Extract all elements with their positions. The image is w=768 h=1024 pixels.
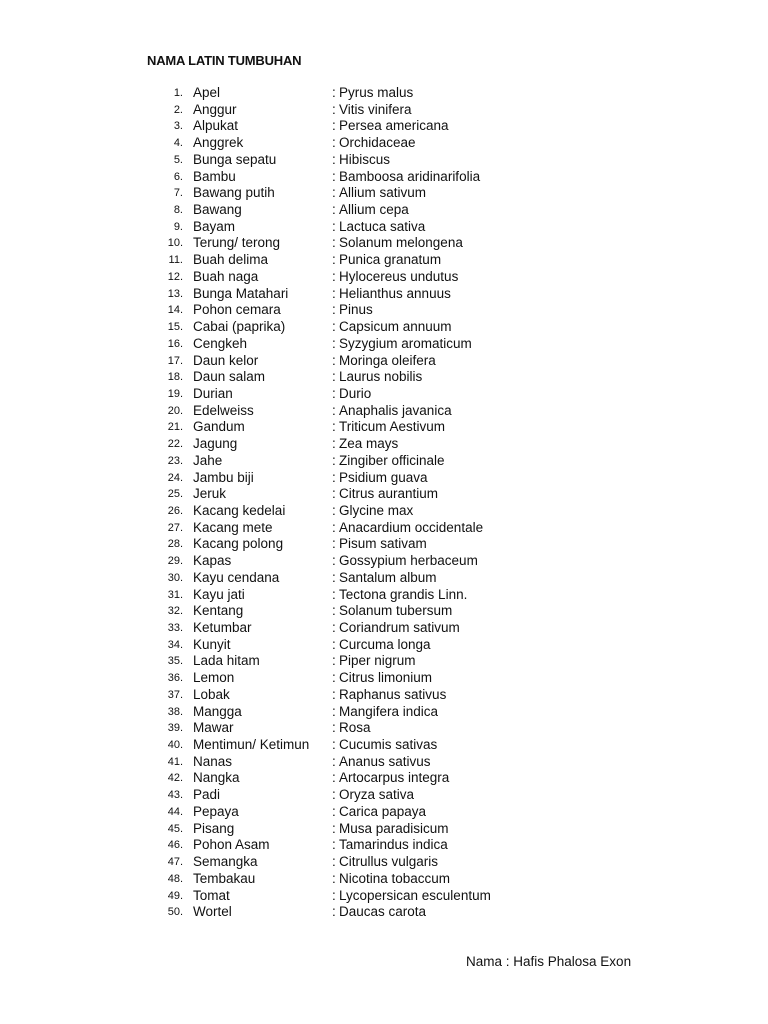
separator: : — [332, 586, 336, 602]
separator: : — [332, 854, 336, 870]
latin-name: Raphanus sativus — [339, 686, 447, 702]
item-number: 46. — [167, 839, 183, 852]
common-name: Bawang putih — [193, 185, 275, 201]
list-item — [150, 219, 570, 236]
list-item — [150, 169, 570, 186]
list-item — [150, 837, 570, 854]
item-number: 30. — [167, 571, 183, 584]
latin-name: Citrus aurantium — [339, 486, 439, 502]
separator: : — [332, 703, 336, 719]
latin-name: Zea mays — [339, 436, 399, 452]
latin-name: Citrullus vulgaris — [339, 854, 439, 870]
common-name: Tomat — [193, 887, 230, 903]
latin-name: Santalum album — [339, 569, 437, 585]
latin-name: Persea americana — [339, 118, 449, 134]
latin-name: Rosa — [339, 720, 371, 736]
latin-name: Anacardium occidentale — [339, 519, 484, 535]
latin-name: Helianthus annuus — [339, 285, 451, 301]
latin-name: Glycine max — [339, 502, 414, 518]
separator: : — [332, 603, 336, 619]
list-item — [150, 269, 570, 286]
list-item — [150, 152, 570, 169]
item-number: 26. — [167, 504, 183, 517]
latin-name: Allium cepa — [339, 202, 409, 218]
list-item — [150, 118, 570, 135]
list-item — [150, 720, 570, 737]
separator: : — [332, 502, 336, 518]
item-number: 17. — [167, 354, 183, 367]
common-name: Padi — [193, 787, 221, 803]
separator: : — [332, 218, 336, 234]
common-name: Anggur — [193, 101, 237, 117]
item-number: 32. — [167, 605, 183, 618]
item-number: 42. — [167, 772, 183, 785]
list-item — [150, 704, 570, 721]
common-name: Semangka — [193, 854, 258, 870]
list-item — [150, 302, 570, 319]
item-number: 33. — [167, 622, 183, 634]
list-item — [150, 553, 570, 570]
item-number: 21. — [167, 421, 183, 434]
item-number: 19. — [167, 387, 183, 400]
common-name: Mangga — [193, 703, 242, 719]
latin-name: Moringa oleifera — [339, 352, 436, 368]
separator: : — [332, 870, 336, 886]
item-number: 20. — [167, 404, 183, 417]
list-item — [150, 185, 570, 202]
separator: : — [332, 653, 336, 669]
common-name: Jeruk — [193, 486, 227, 502]
item-number: 50. — [167, 906, 183, 919]
latin-name: Lactuca sativa — [339, 218, 426, 234]
separator: : — [332, 85, 336, 100]
item-number: 39. — [167, 722, 183, 735]
separator: : — [332, 452, 336, 468]
separator: : — [332, 486, 336, 502]
item-number: 47. — [167, 856, 183, 869]
item-number: 48. — [167, 872, 183, 885]
common-name: Kacang polong — [193, 536, 284, 552]
common-name: Bayam — [193, 218, 236, 234]
common-name: Buah delima — [193, 252, 269, 268]
list-item — [150, 436, 570, 453]
item-number: 27. — [167, 521, 183, 534]
common-name: Nanas — [193, 753, 233, 769]
latin-name: Laurus nobilis — [339, 369, 423, 385]
separator: : — [332, 787, 336, 803]
latin-name: Nicotina tobaccum — [339, 870, 451, 886]
common-name: Nangka — [193, 770, 240, 786]
list-item — [150, 403, 570, 420]
separator: : — [332, 185, 336, 201]
list-item — [150, 653, 570, 670]
item-number: 7. — [173, 187, 183, 200]
separator: : — [332, 620, 336, 635]
common-name: Pohon cemara — [193, 302, 281, 318]
latin-name: Punica granatum — [339, 252, 442, 268]
separator: : — [332, 686, 336, 702]
item-number: 25. — [167, 488, 183, 501]
document-title: NAMA LATIN TUMBUHAN — [147, 53, 302, 68]
list-item — [150, 202, 570, 219]
list-item — [150, 637, 570, 654]
latin-name: Vitis vinifera — [339, 101, 412, 117]
item-number: 49. — [167, 889, 183, 902]
list-item — [150, 871, 570, 888]
separator: : — [332, 553, 336, 569]
item-number: 2. — [173, 103, 183, 116]
item-number: 28. — [167, 538, 183, 551]
item-number: 40. — [167, 739, 183, 752]
list-item — [150, 770, 570, 787]
common-name: Daun kelor — [193, 352, 259, 368]
list-item — [150, 470, 570, 487]
common-name: Edelweiss — [193, 402, 254, 418]
common-name: Lemon — [193, 670, 235, 686]
common-name: Bambu — [193, 168, 236, 184]
item-number: 5. — [173, 153, 183, 166]
list-item — [150, 386, 570, 403]
common-name: Bunga Matahari — [193, 285, 289, 301]
common-name: Durian — [193, 385, 233, 401]
item-number: 43. — [167, 789, 183, 802]
list-item — [150, 235, 570, 252]
latin-name: Coriandrum sativum — [339, 620, 460, 635]
item-number: 41. — [167, 755, 183, 768]
latin-name: Oryza sativa — [339, 787, 415, 803]
item-number: 16. — [167, 337, 183, 350]
list-item — [150, 369, 570, 386]
common-name: Tembakau — [193, 870, 256, 886]
common-name: Ketumbar — [193, 620, 252, 635]
list-item — [150, 503, 570, 520]
item-number: 45. — [167, 822, 183, 835]
common-name: Mentimun/ Ketimun — [193, 737, 310, 753]
separator: : — [332, 252, 336, 268]
separator: : — [332, 202, 336, 218]
latin-name: Orchidaceae — [339, 135, 416, 151]
separator: : — [332, 419, 336, 435]
latin-name: Carica papaya — [339, 803, 427, 819]
list-item — [150, 286, 570, 303]
latin-name: Solanum melongena — [339, 235, 463, 251]
latin-name: Zingiber officinale — [339, 452, 445, 468]
latin-name: Musa paradisicum — [339, 820, 449, 836]
separator: : — [332, 436, 336, 452]
common-name: Lobak — [193, 686, 230, 702]
list-item — [150, 737, 570, 754]
list-item — [150, 587, 570, 604]
common-name: Kentang — [193, 603, 244, 619]
common-name: Kayu jati — [193, 586, 245, 602]
item-number: 14. — [167, 304, 183, 317]
item-number: 22. — [167, 438, 183, 451]
common-name: Pohon Asam — [193, 837, 270, 853]
item-number: 38. — [167, 705, 183, 718]
separator: : — [332, 737, 336, 753]
item-number: 11. — [168, 254, 183, 267]
item-number: 10. — [167, 237, 183, 250]
latin-name: Cucumis sativas — [339, 737, 438, 753]
item-number: 24. — [167, 471, 183, 484]
item-number: 29. — [167, 555, 183, 568]
latin-name: Piper nigrum — [339, 653, 416, 669]
item-number: 36. — [167, 672, 183, 685]
list-item — [150, 252, 570, 269]
latin-name: Curcuma longa — [339, 636, 431, 652]
latin-name: Durio — [339, 385, 372, 401]
latin-name: Tamarindus indica — [339, 837, 448, 853]
common-name: Apel — [193, 85, 221, 100]
separator: : — [332, 887, 336, 903]
list-item — [150, 821, 570, 838]
latin-name: Pinus — [339, 302, 373, 318]
separator: : — [332, 268, 336, 284]
latin-name: Mangifera indica — [339, 703, 439, 719]
list-item — [150, 486, 570, 503]
common-name: Kunyit — [193, 636, 231, 652]
latin-name: Lycopersican esculentum — [339, 887, 491, 903]
separator: : — [332, 302, 336, 318]
list-item — [150, 102, 570, 119]
common-name: Daun salam — [193, 369, 266, 385]
latin-name: Hylocereus undutus — [339, 268, 459, 284]
separator: : — [332, 335, 336, 351]
separator: : — [332, 469, 336, 485]
item-number: 4. — [173, 137, 183, 150]
latin-name: Hibiscus — [339, 151, 391, 167]
common-name: Kapas — [193, 553, 232, 569]
list-item — [150, 135, 570, 152]
separator: : — [332, 285, 336, 301]
list-item — [150, 603, 570, 620]
item-number: 1. — [173, 87, 183, 99]
separator: : — [332, 151, 336, 167]
plant-list — [150, 85, 570, 921]
latin-name: Daucas carota — [339, 904, 427, 920]
common-name: Cabai (paprika) — [193, 319, 286, 335]
list-item — [150, 336, 570, 353]
common-name: Anggrek — [193, 135, 244, 151]
common-name: Buah naga — [193, 268, 259, 284]
item-number: 37. — [167, 688, 183, 701]
latin-name: Tectona grandis Linn. — [339, 586, 468, 602]
item-number: 6. — [173, 170, 183, 183]
list-item — [150, 787, 570, 804]
common-name: Pepaya — [193, 803, 239, 819]
common-name: Jagung — [193, 436, 238, 452]
separator: : — [332, 101, 336, 117]
list-item — [150, 536, 570, 553]
common-name: Bunga sepatu — [193, 151, 277, 167]
separator: : — [332, 753, 336, 769]
list-item — [150, 520, 570, 537]
item-number: 31. — [167, 588, 183, 601]
common-name: Mawar — [193, 720, 234, 736]
list-item — [150, 319, 570, 336]
common-name: Lada hitam — [193, 653, 260, 669]
separator: : — [332, 820, 336, 836]
separator: : — [332, 135, 336, 151]
separator: : — [332, 720, 336, 736]
list-item — [150, 620, 570, 637]
separator: : — [332, 670, 336, 686]
common-name: Gandum — [193, 419, 245, 435]
item-number: 44. — [167, 805, 183, 818]
item-number: 18. — [167, 371, 183, 384]
common-name: Kacang mete — [193, 519, 273, 535]
item-number: 23. — [167, 454, 183, 467]
latin-name: Gossypium herbaceum — [339, 553, 478, 569]
separator: : — [332, 770, 336, 786]
common-name: Cengkeh — [193, 335, 248, 351]
common-name: Kayu cendana — [193, 569, 280, 585]
list-item — [150, 904, 570, 921]
latin-name: Anaphalis javanica — [339, 402, 452, 418]
latin-name: Citrus limonium — [339, 670, 433, 686]
latin-name: Ananus sativus — [339, 753, 431, 769]
author-name: Nama : Hafis Phalosa Exon — [466, 954, 632, 969]
common-name: Jahe — [193, 452, 223, 468]
separator: : — [332, 569, 336, 585]
list-item — [150, 888, 570, 905]
separator: : — [332, 837, 336, 853]
common-name: Pisang — [193, 820, 235, 836]
list-item — [150, 804, 570, 821]
item-number: 15. — [167, 321, 183, 334]
separator: : — [332, 319, 336, 335]
common-name: Terung/ terong — [193, 235, 281, 251]
latin-name: Pyrus malus — [339, 85, 414, 100]
list-item — [150, 570, 570, 587]
latin-name: Triticum Aestivum — [339, 419, 446, 435]
item-number: 8. — [173, 204, 183, 217]
separator: : — [332, 352, 336, 368]
latin-name: Solanum tubersum — [339, 603, 453, 619]
latin-name: Allium sativum — [339, 185, 427, 201]
latin-name: Psidium guava — [339, 469, 428, 485]
latin-name: Capsicum annuum — [339, 319, 452, 335]
item-number: 35. — [167, 655, 183, 668]
latin-name: Syzygium aromaticum — [339, 335, 472, 351]
separator: : — [332, 235, 336, 251]
separator: : — [332, 168, 336, 184]
item-number: 13. — [167, 287, 183, 300]
separator: : — [332, 904, 336, 920]
common-name: Wortel — [193, 904, 232, 920]
latin-name: Bamboosa aridinarifolia — [339, 168, 481, 184]
separator: : — [332, 536, 336, 552]
separator: : — [332, 519, 336, 535]
separator: : — [332, 402, 336, 418]
separator: : — [332, 385, 336, 401]
item-number: 12. — [167, 270, 183, 283]
separator: : — [332, 118, 336, 134]
list-item — [150, 687, 570, 704]
list-item — [150, 754, 570, 771]
list-item — [150, 854, 570, 871]
separator: : — [332, 636, 336, 652]
separator: : — [332, 803, 336, 819]
common-name: Bawang — [193, 202, 242, 218]
item-number: 34. — [167, 638, 183, 651]
list-item — [150, 353, 570, 370]
list-item — [150, 85, 570, 102]
separator: : — [332, 369, 336, 385]
list-item — [150, 670, 570, 687]
list-item — [150, 419, 570, 436]
latin-name: Artocarpus integra — [339, 770, 450, 786]
common-name: Jambu biji — [193, 469, 254, 485]
item-number: 3. — [173, 120, 183, 133]
latin-name: Pisum sativam — [339, 536, 427, 552]
common-name: Kacang kedelai — [193, 502, 286, 518]
common-name: Alpukat — [193, 118, 239, 134]
list-item — [150, 453, 570, 470]
item-number: 9. — [173, 220, 183, 233]
